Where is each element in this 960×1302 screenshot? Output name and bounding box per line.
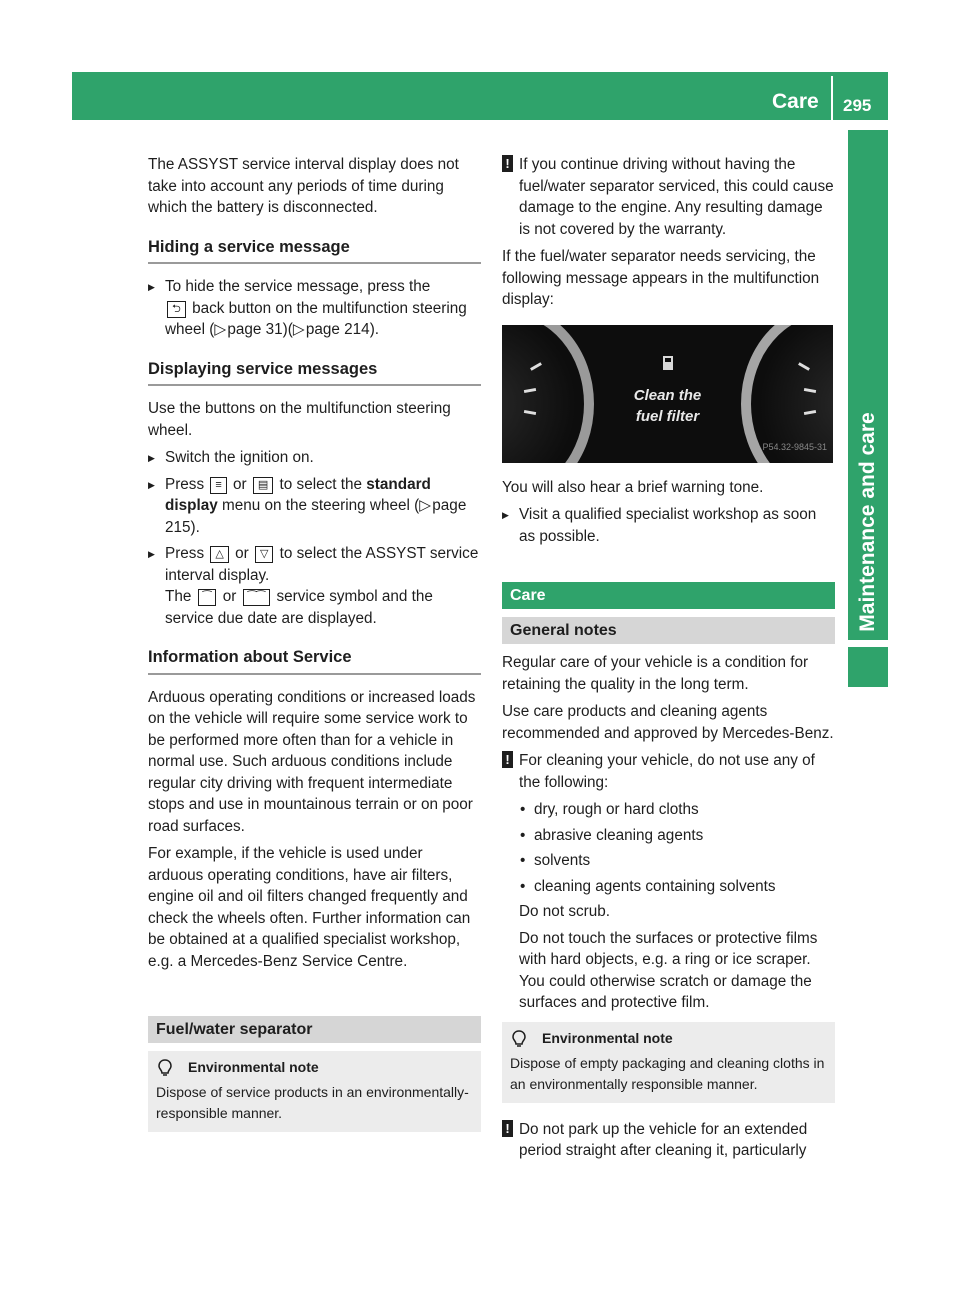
image-id: P54.32-9845-31 (762, 442, 827, 452)
general-p2: Use care products and cleaning agents recommended and approved by Mercedes-Benz. (502, 703, 834, 742)
warning-text: For cleaning your vehicle, do not use any of the following: (519, 752, 815, 791)
step-text: or (233, 475, 247, 493)
step-text: to select the ASSYST service interval display. (165, 545, 479, 584)
step-hide (148, 276, 481, 341)
general-notes-heading: General notes (502, 617, 835, 644)
left-column (148, 154, 481, 1148)
page-ref: page 31)( (227, 321, 293, 338)
info-p1: Arduous operating conditions or increased loads on the vehicle will require some service work to be performed more often than for a vehicle in normal use. Such arduous conditions include regular city driving with frequent intermediate stops and use in mountainous terrain or on poor road surfaces. (148, 688, 476, 835)
display-line-1: Clean the (633, 386, 702, 404)
header-title: Care (772, 90, 819, 113)
menu-right-icon: ▤ (253, 477, 273, 494)
step-text: or (235, 545, 249, 562)
page-ref-icon: ▷ (214, 321, 227, 338)
page-ref-icon: ▷ (419, 497, 432, 514)
step-text: back button on the multifunction steering wheel ( (165, 299, 467, 338)
double-wrench-icon: ⁀⁀ (243, 589, 271, 606)
side-block (848, 647, 888, 687)
page-ref-icon: ▷ (292, 321, 305, 338)
env-title-text: Environmental note (188, 1059, 319, 1075)
step-text: To hide the service message, press the (165, 278, 431, 295)
warning-text: Do not park up the vehicle for an extended period straight after cleaning it, particularly (519, 1120, 808, 1159)
lightbulb-icon (512, 1030, 526, 1048)
heading-displaying: Displaying service messages (148, 359, 481, 387)
warning-tone-text: You will also hear a brief warning tone. (502, 478, 764, 496)
assyst-intro: The ASSYST service interval display does not take into account any periods of time during which the battery is disconnected. (148, 156, 459, 216)
step-select-menu (148, 474, 481, 539)
step-text: Press (165, 475, 205, 493)
fuel-water-heading: Fuel/water separator (148, 1016, 481, 1043)
header-divider (831, 76, 833, 120)
warning-icon: ! (502, 751, 513, 768)
display-line-2: fuel filter (635, 407, 700, 425)
list-item: • abrasive cleaning agents (502, 825, 835, 847)
info-p2: For example, if the vehicle is used under arduous operating conditions, have air filters, engine oil and oil filters changed frequently and check the wheels often. Further information can be obtained at a qualified specialist workshop, e.g. a Mercedes-Benz Service Centre. (148, 845, 471, 970)
step-text: menu on the steering wheel ( (221, 497, 420, 514)
page-number: 295 (843, 96, 872, 115)
list-item: • dry, rough or hard cloths (502, 799, 835, 821)
page-ref: page 215). (165, 497, 467, 536)
wrench-icon: ⁀ (198, 589, 217, 606)
page-ref: page 214). (305, 321, 380, 338)
step-text: to select the (279, 475, 363, 493)
displaying-intro: Use the buttons on the multifunction steering wheel. (148, 400, 451, 439)
list-item: • solvents (502, 850, 835, 872)
heading-hiding: Hiding a service message (148, 237, 481, 265)
warning-parking (502, 1119, 835, 1162)
step-visit-workshop: ▶ Visit a qualified specialist workshop as soon as possible. (502, 504, 835, 547)
step-text: Press (165, 545, 205, 562)
header-bar (72, 72, 888, 120)
care-heading: Care (502, 582, 835, 609)
list-item: • cleaning agents containing solvents (502, 876, 835, 898)
environmental-note-care (502, 1022, 835, 1103)
step-select-assyst (148, 543, 481, 629)
bold-term: standard display (165, 475, 431, 514)
warning-cleaning (502, 750, 835, 793)
no-touch-text: Do not touch the surfaces or protective films with hard objects, e.g. a ring or ice scraper. You could otherwise scratch or damage the surfaces and protective film. (519, 929, 818, 1011)
env-note-title (510, 1028, 827, 1049)
warning-icon: ! (502, 155, 513, 172)
env-note-title (156, 1057, 473, 1078)
step-text: or (222, 588, 237, 605)
menu-left-icon: ≡ (210, 477, 226, 494)
fuel-filter-icon (661, 355, 675, 371)
general-p1: Regular care of your vehicle is a condition for retaining the quality in the long term. (502, 654, 809, 693)
no-scrub-text: Do not scrub. (519, 903, 610, 920)
side-tab-label: Maintenance and care (856, 412, 879, 632)
right-column (502, 154, 835, 1168)
step-text: service symbol and the service due date are displayed. (165, 588, 433, 627)
heading-info: Information about Service (148, 647, 481, 675)
back-button-icon: ⮌ (167, 301, 186, 318)
arrow-up-icon: △ (210, 546, 228, 563)
env-title-text: Environmental note (542, 1029, 673, 1046)
environmental-note (148, 1051, 481, 1132)
step-text: The (165, 588, 192, 605)
env-note-text: Dispose of service products in an environmentally-responsible manner. (156, 1084, 469, 1121)
display-message (502, 385, 833, 427)
lightbulb-icon (158, 1059, 172, 1077)
step-ignition: ▶ Switch the ignition on. (148, 447, 481, 469)
warning-icon: ! (502, 1120, 513, 1137)
servicing-intro: If the fuel/water separator needs servicing, the following message appears in the multifunction display: (502, 248, 820, 308)
env-note-text: Dispose of empty packaging and cleaning cloths in an environmentally responsible manner. (510, 1054, 825, 1092)
warning-text: If you continue driving without having the fuel/water separator serviced, this could cause damage to the engine. Any resulting damage is not covered by the warranty. (519, 156, 834, 238)
warning-engine-damage (502, 154, 835, 240)
multifunction-display-image (502, 325, 833, 463)
arrow-down-icon: ▽ (255, 546, 273, 563)
